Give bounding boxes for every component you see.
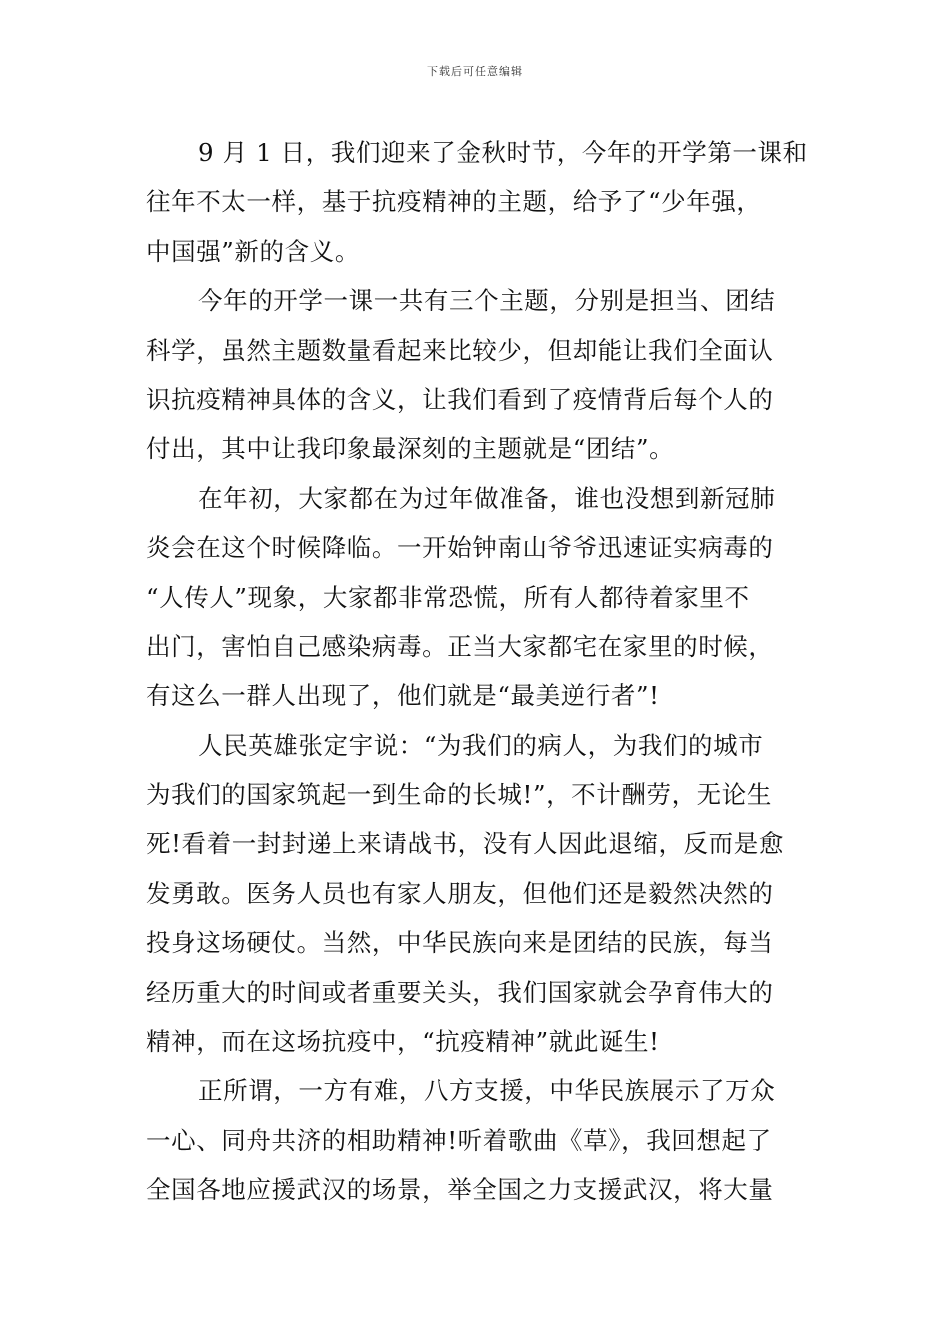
text-line: 经历重大的时间或者重要关头，我们国家就会孕育伟大的 [146,977,774,1007]
text-line: 识抗疫精神具体的含义，让我们看到了疫情背后每个人的 [146,384,774,414]
text-line: 发勇敢。医务人员也有家人朋友，但他们还是毅然决然的 [146,878,774,908]
text-line: 9 月 1 日，我们迎来了金秋时节，今年的开学第一课和 [198,138,808,167]
text-line: 投身这场硬仗。当然，中华民族向来是团结的民族，每当 [146,928,774,958]
text-line: 炎会在这个时候降临。一开始钟南山爷爷迅速证实病毒的 [146,533,774,563]
text-line: 正所谓，一方有难，八方支援，中华民族展示了万众 [198,1076,776,1106]
text-line: 科学，虽然主题数量看起来比较少，但却能让我们全面认 [146,335,774,365]
text-line: 一心、同舟共济的相助精神!听着歌曲《草》，我回想起了 [146,1125,772,1155]
text-line: 往年不太一样，基于抗疫精神的主题，给予了“少年强， [146,187,762,217]
text-line: 精神，而在这场抗疫中，“抗疫精神”就此诞生! [146,1027,660,1057]
text-line: 人民英雄张定宇说：“为我们的病人，为我们的城市 [198,730,764,760]
text-line: 今年的开学一课一共有三个主题，分别是担当、团结 [198,286,776,316]
text-line: 为我们的国家筑起一到生命的长城!”，不计酬劳，无论生 [146,780,772,810]
text-line: 在年初，大家都在为过年做准备，谁也没想到新冠肺 [198,483,776,513]
text-line: 全国各地应援武汉的场景，举全国之力支援武汉，将大量 [146,1175,774,1205]
text-line: 中国强”新的含义。 [146,236,360,266]
text-line: 付出，其中让我印象最深刻的主题就是“团结”。 [146,434,675,464]
page-header: 下载后可任意编辑 [427,65,523,78]
text-line: 死!看着一封封递上来请战书，没有人因此退缩，反而是愈 [146,829,784,859]
text-line: 有这么一群人出现了，他们就是“最美逆行者”! [146,681,660,711]
text-line: 出门，害怕自己感染病毒。正当大家都宅在家里的时候， [146,631,774,661]
text-line: “人传人”现象，大家都非常恐慌，所有人都待着家里不 [146,582,750,612]
document-body [146,128,806,1215]
